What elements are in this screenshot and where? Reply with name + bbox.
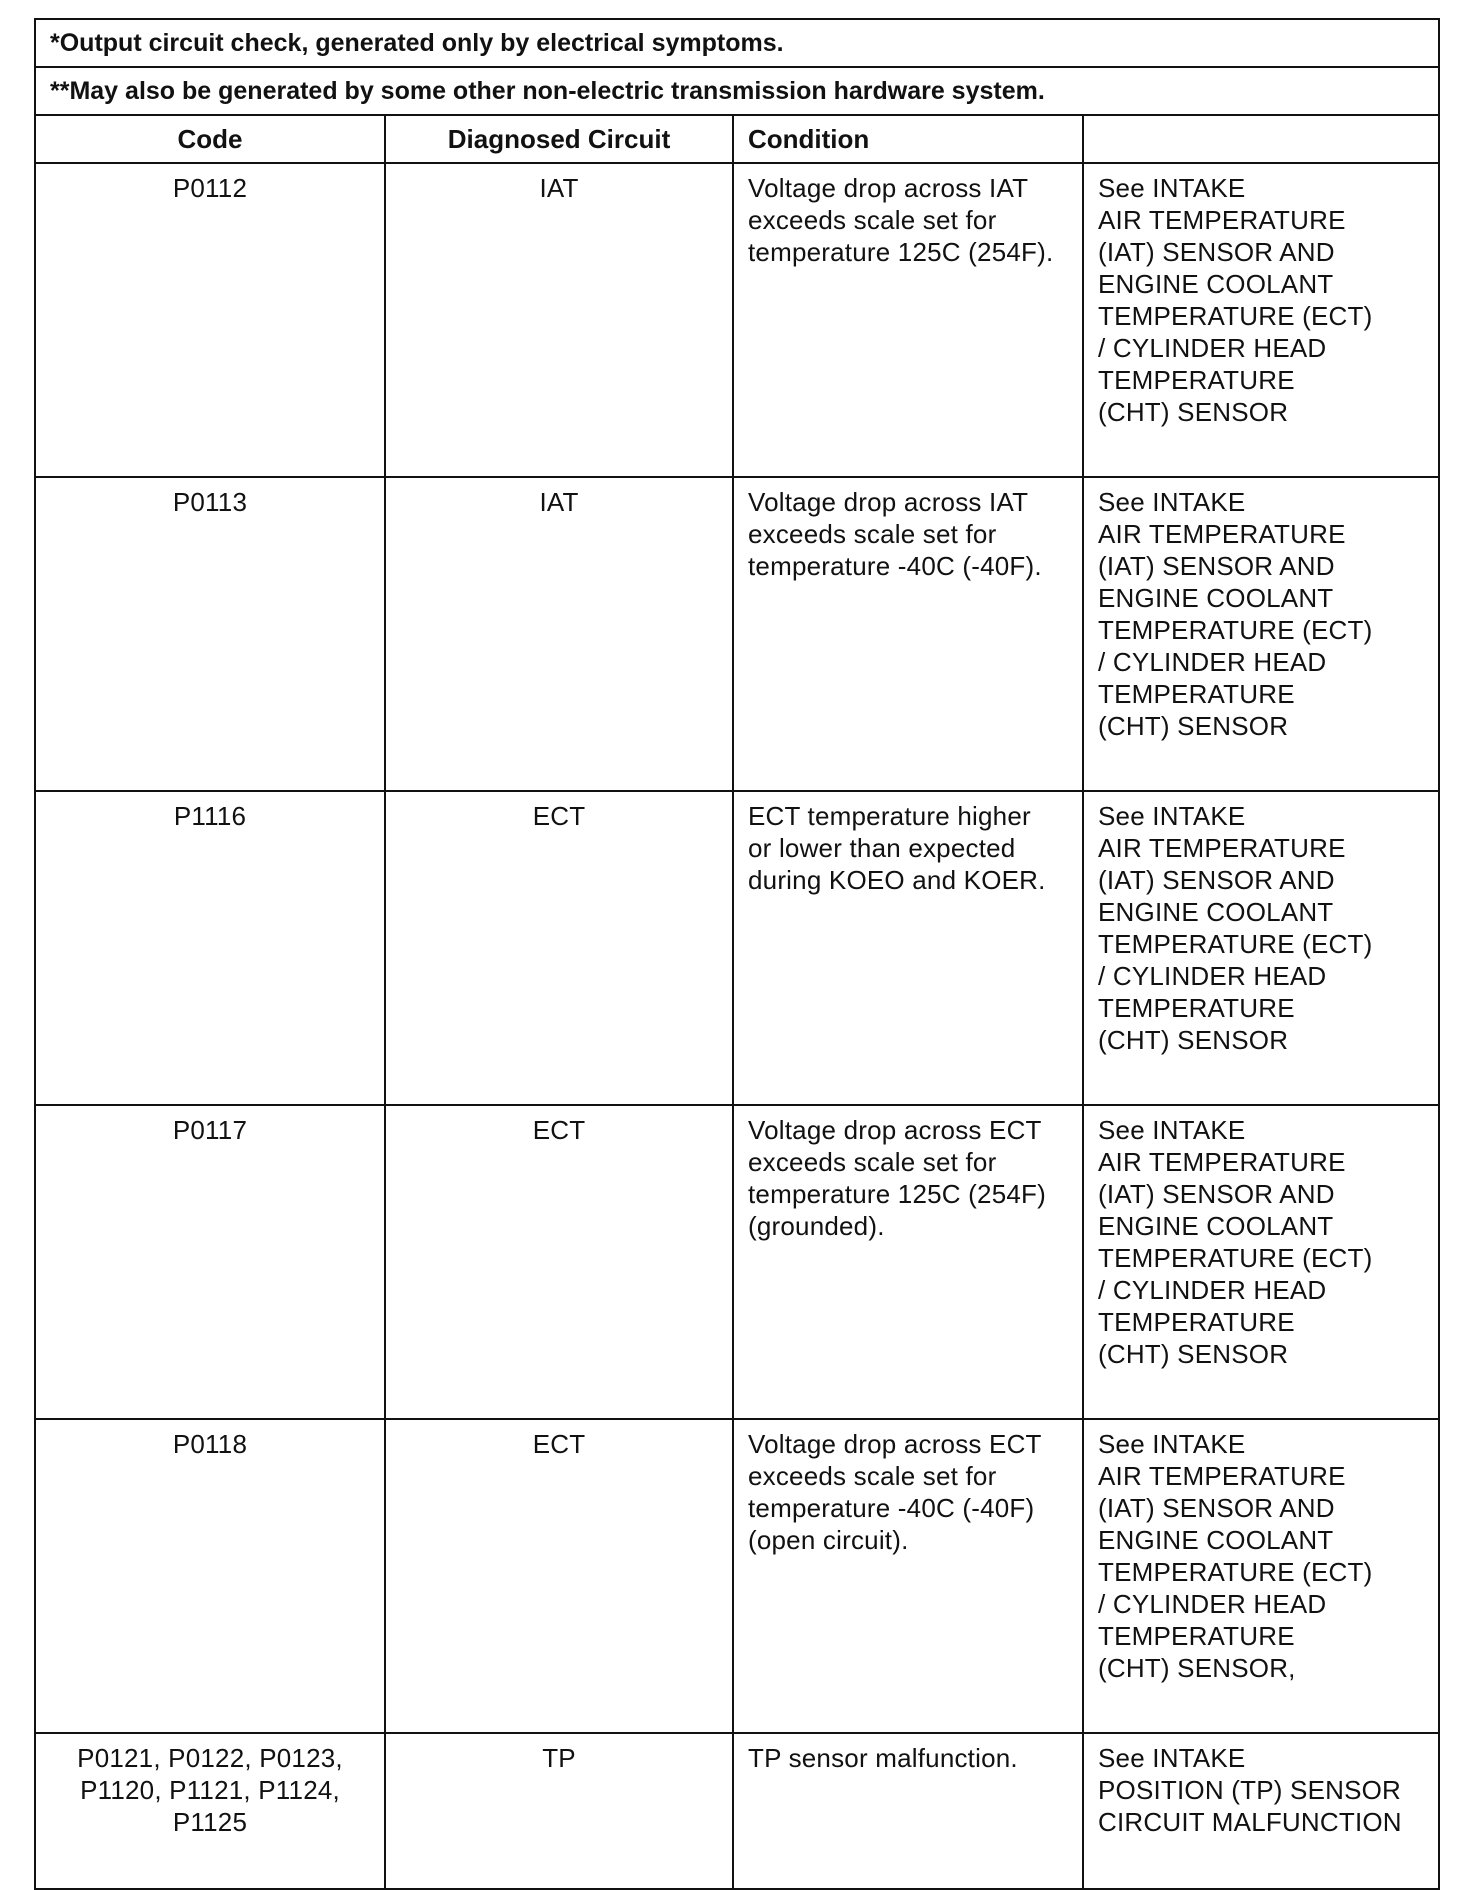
condition-cell: Voltage drop across ECT exceeds scale set for temperature 125C (254F) (grounded).	[733, 1105, 1083, 1419]
table-row	[35, 791, 1439, 1105]
action-cell: See INTAKE AIR TEMPERATURE (IAT) SENSOR AND ENGINE COOLANT TEMPERATURE (ECT) / CYLINDER HEAD TEMPERATURE (CHT) SENSOR	[1083, 791, 1439, 1105]
table-row	[35, 477, 1439, 791]
condition-cell: ECT temperature higher or lower than expected during KOEO and KOER.	[733, 791, 1083, 1105]
condition-cell: TP sensor malfunction.	[733, 1733, 1083, 1889]
action-cell: See INTAKE AIR TEMPERATURE (IAT) SENSOR AND ENGINE COOLANT TEMPERATURE (ECT) / CYLINDER HEAD TEMPERATURE (CHT) SENSOR,	[1083, 1419, 1439, 1733]
note-non-electric: **May also be generated by some other non-electric transmission hardware system.	[35, 67, 1439, 115]
circuit-cell: ECT	[385, 1105, 733, 1419]
table-row	[35, 163, 1439, 477]
dtc-table	[34, 18, 1440, 1890]
note-output-circuit: *Output circuit check, generated only by electrical symptoms.	[35, 19, 1439, 67]
action-cell: See INTAKE AIR TEMPERATURE (IAT) SENSOR AND ENGINE COOLANT TEMPERATURE (ECT) / CYLINDER HEAD TEMPERATURE (CHT) SENSOR	[1083, 477, 1439, 791]
note-row	[35, 19, 1439, 67]
code-cell: P0112	[35, 163, 385, 477]
action-cell: See INTAKE AIR TEMPERATURE (IAT) SENSOR AND ENGINE COOLANT TEMPERATURE (ECT) / CYLINDER HEAD TEMPERATURE (CHT) SENSOR	[1083, 163, 1439, 477]
header-code: Code	[35, 115, 385, 163]
circuit-cell: IAT	[385, 477, 733, 791]
condition-cell: Voltage drop across IAT exceeds scale set for temperature -40C (-40F).	[733, 477, 1083, 791]
code-cell: P0113	[35, 477, 385, 791]
circuit-cell: IAT	[385, 163, 733, 477]
condition-cell: Voltage drop across IAT exceeds scale set for temperature 125C (254F).	[733, 163, 1083, 477]
code-cell: P1116	[35, 791, 385, 1105]
code-cell: P0117	[35, 1105, 385, 1419]
action-cell: See INTAKE POSITION (TP) SENSOR CIRCUIT MALFUNCTION	[1083, 1733, 1439, 1889]
circuit-cell: TP	[385, 1733, 733, 1889]
header-action	[1083, 115, 1439, 163]
code-cell: P0118	[35, 1419, 385, 1733]
action-cell: See INTAKE AIR TEMPERATURE (IAT) SENSOR AND ENGINE COOLANT TEMPERATURE (ECT) / CYLINDER HEAD TEMPERATURE (CHT) SENSOR	[1083, 1105, 1439, 1419]
condition-cell: Voltage drop across ECT exceeds scale set for temperature -40C (-40F) (open circuit).	[733, 1419, 1083, 1733]
table-row	[35, 1733, 1439, 1889]
table-row	[35, 1105, 1439, 1419]
table-row	[35, 1419, 1439, 1733]
note-row	[35, 67, 1439, 115]
header-row	[35, 115, 1439, 163]
circuit-cell: ECT	[385, 791, 733, 1105]
header-condition: Condition	[733, 115, 1083, 163]
code-cell: P0121, P0122, P0123, P1120, P1121, P1124, P1125	[35, 1733, 385, 1889]
header-diagnosed-circuit: Diagnosed Circuit	[385, 115, 733, 163]
circuit-cell: ECT	[385, 1419, 733, 1733]
